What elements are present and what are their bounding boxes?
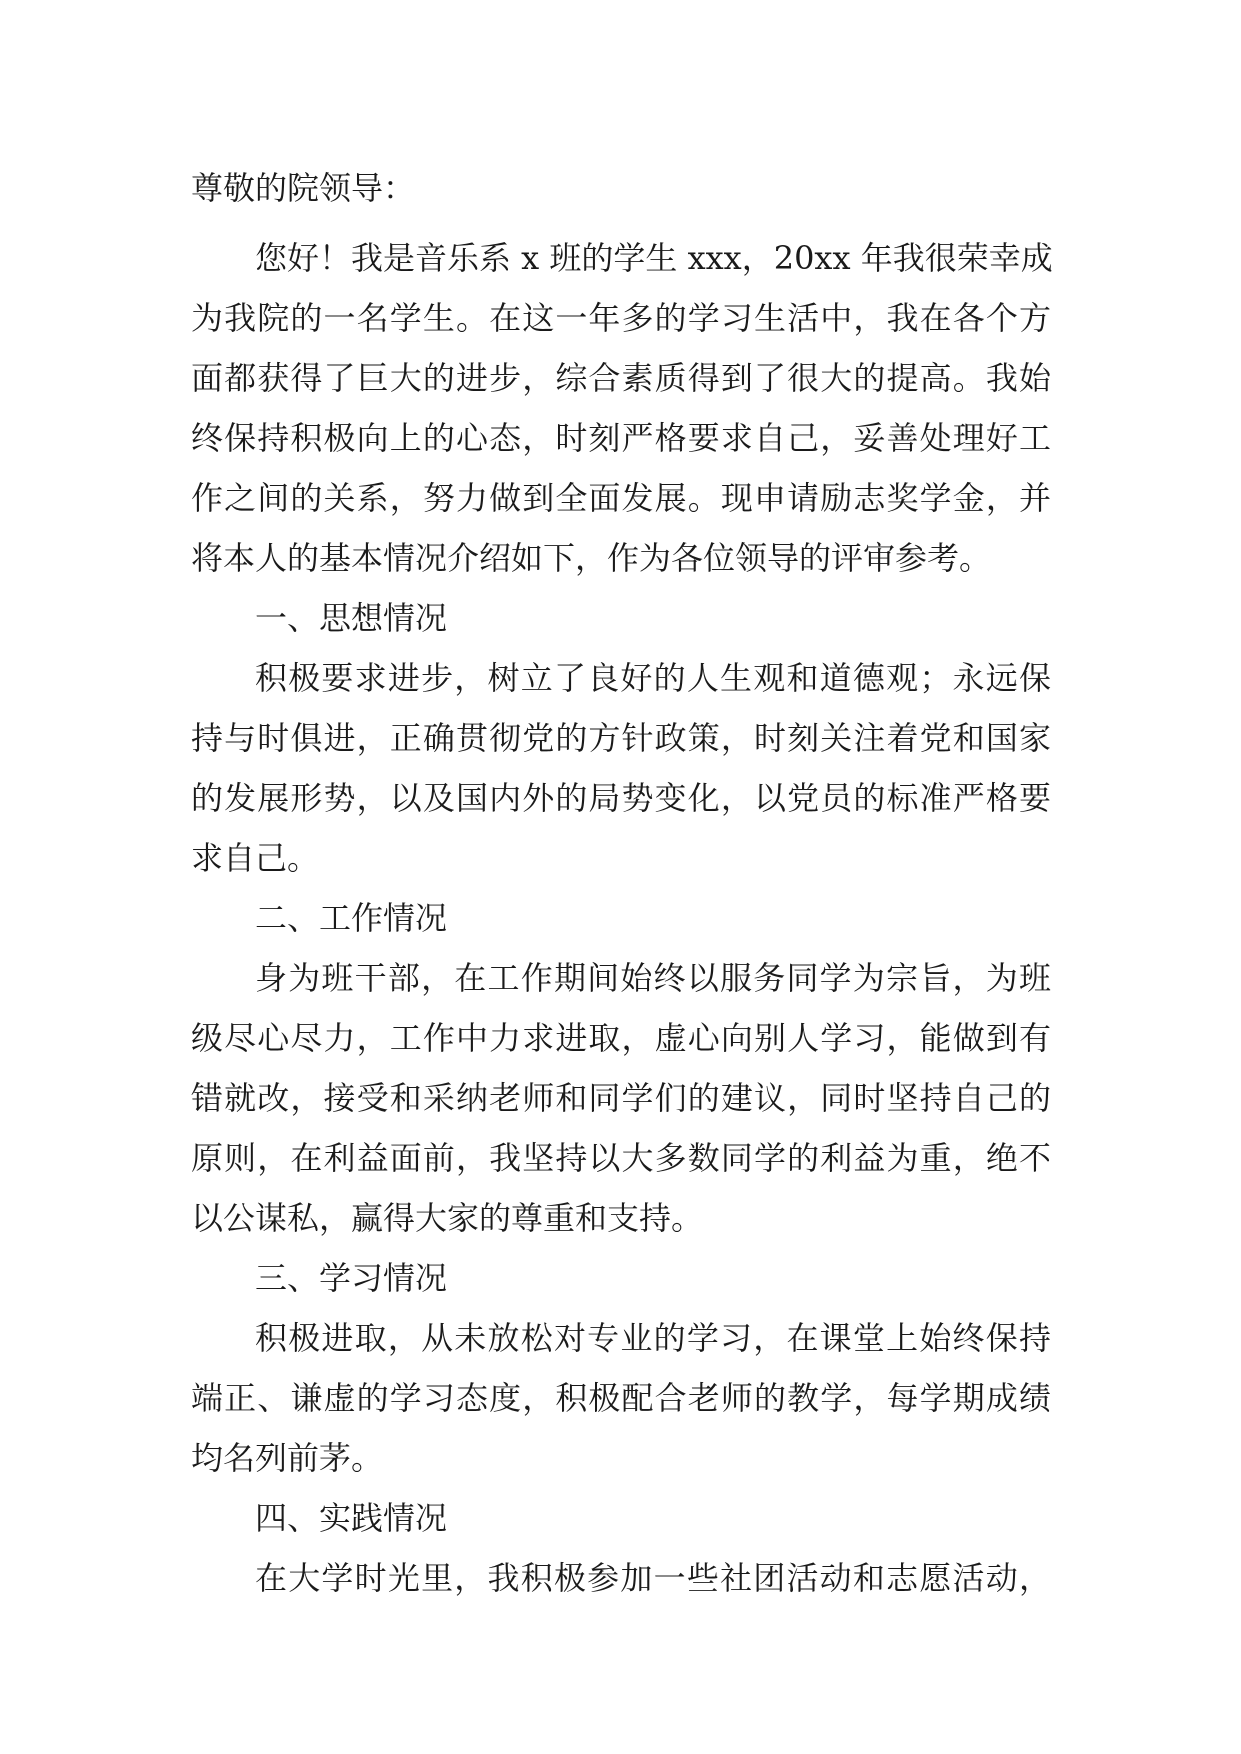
intro-paragraph [191,228,1051,588]
paragraph-line: 身为班干部，在工作期间始终以服务同学为宗旨，为班 [255,959,1051,997]
letter-body [191,158,1051,1608]
paragraph-line: 以公谋私，赢得大家的尊重和支持。 [191,1199,704,1237]
paragraph-line: 持与时俱进，正确贯彻党的方针政策，时刻关注着党和国家 [191,719,1051,757]
section-heading: 四、实践情况 [255,1499,448,1537]
section-study [191,1248,1051,1488]
paragraph-line: 终保持积极向上的心态，时刻严格要求自己，妥善处理好工 [191,419,1051,457]
paragraph-line: 级尽心尽力，工作中力求进取，虚心向别人学习，能做到有 [191,1019,1051,1057]
paragraph-line: 错就改，接受和采纳老师和同学们的建议，同时坚持自己的 [191,1079,1051,1117]
paragraph-line: 为我院的一名学生。在这一年多的学习生活中，我在各个方 [191,299,1051,337]
paragraph-line: 积极进取，从未放松对专业的学习，在课堂上始终保持 [255,1319,1051,1357]
paragraph-line: 面都获得了巨大的进步，综合素质得到了很大的提高。我始 [191,359,1051,397]
paragraph-line: 求自己。 [191,839,320,877]
paragraph-line: 的发展形势，以及国内外的局势变化，以党员的标准严格要 [191,779,1051,817]
paragraph-line: 原则，在利益面前，我坚持以大多数同学的利益为重，绝不 [191,1139,1051,1177]
paragraph-line: 在大学时光里，我积极参加一些社团活动和志愿活动， [255,1559,1051,1597]
salutation: 尊敬的院领导： [191,169,416,207]
paragraph-line: 均名列前茅。 [191,1439,384,1477]
section-thought [191,588,1051,888]
section-practice [191,1488,1051,1608]
section-heading: 二、工作情况 [255,899,448,937]
paragraph-line: 将本人的基本情况介绍如下，作为各位领导的评审参考。 [191,539,992,577]
section-heading: 一、思想情况 [255,599,448,637]
section-work [191,888,1051,1248]
paragraph-line: 积极要求进步，树立了良好的人生观和道德观；永远保 [255,659,1051,697]
paragraph-line: 作之间的关系，努力做到全面发展。现申请励志奖学金，并 [191,479,1051,517]
paragraph-line: 端正、谦虚的学习态度，积极配合老师的教学，每学期成绩 [191,1379,1051,1417]
paragraph-line: 您好！我是音乐系 x 班的学生 xxx，20xx 年我很荣幸成 [255,239,1053,277]
section-heading: 三、学习情况 [255,1259,448,1297]
